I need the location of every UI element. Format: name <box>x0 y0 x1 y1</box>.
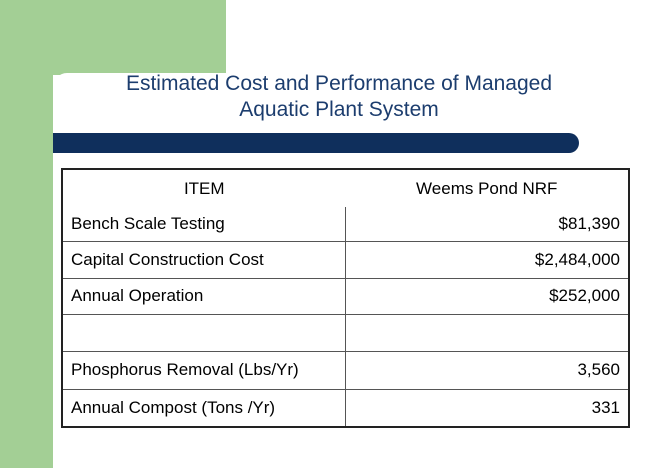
top-green-block <box>53 0 226 75</box>
title-line-2: Aquatic Plant System <box>239 98 439 121</box>
row-item: Capital Construction Cost <box>62 241 346 278</box>
cost-table <box>61 168 630 428</box>
slide-title <box>53 71 625 123</box>
table-header-row <box>62 169 629 207</box>
row-value: $81,390 <box>558 213 620 233</box>
table-row <box>62 389 629 427</box>
table-row <box>62 278 629 314</box>
left-green-bar <box>0 0 53 468</box>
header-weems-pond: Weems Pond NRF <box>416 178 558 198</box>
header-item: ITEM <box>183 178 225 198</box>
row-item: Annual Operation <box>62 278 346 314</box>
table-row <box>62 241 629 278</box>
navy-divider-bar <box>53 133 579 153</box>
row-value: $2,484,000 <box>346 241 630 278</box>
row-item: Bench Scale Testing <box>62 207 346 241</box>
row-item: Annual Compost (Tons /Yr) <box>62 389 346 427</box>
row-item: Phosphorus Removal (Lbs/Yr) <box>62 351 346 389</box>
row-value: $252,000 <box>346 278 630 314</box>
table-row <box>62 314 629 351</box>
row-item <box>62 314 346 351</box>
title-line-1: Estimated Cost and Performance of Managed <box>125 72 553 95</box>
row-value: 331 <box>346 389 630 427</box>
table-row <box>62 351 629 389</box>
table-row <box>62 207 629 241</box>
row-value <box>346 314 630 351</box>
row-value: 3,560 <box>346 351 630 389</box>
